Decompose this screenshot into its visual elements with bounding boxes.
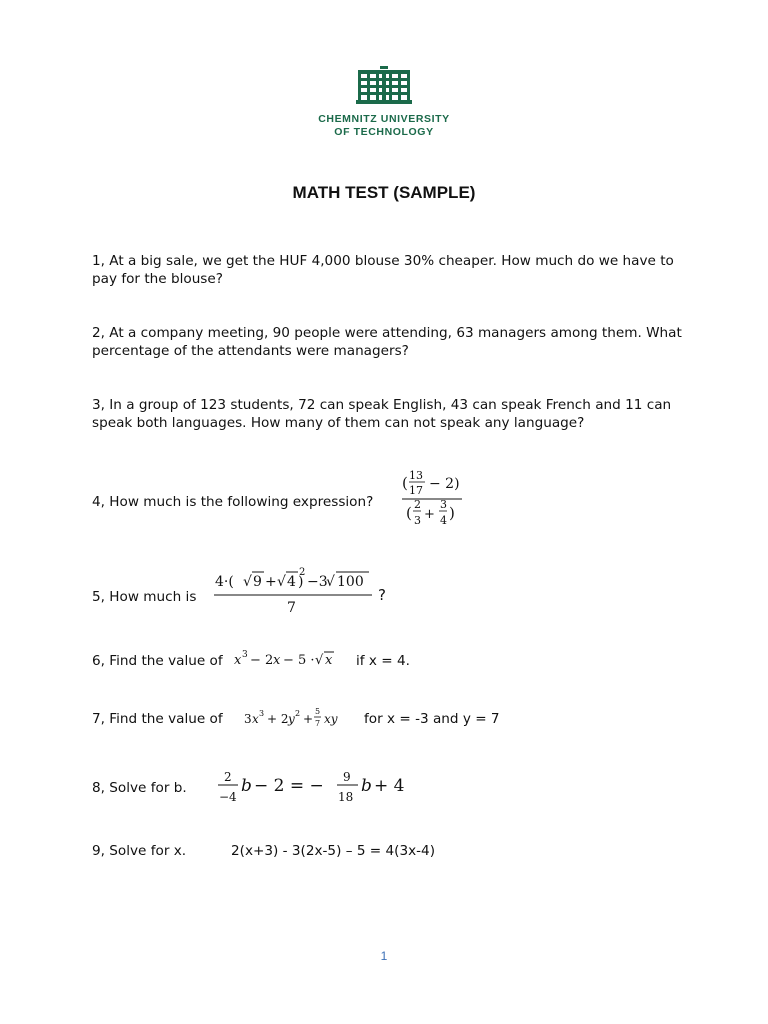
question-5-formula (212, 562, 376, 618)
question-6-formula (232, 648, 336, 670)
svg-text:100: 100 (337, 574, 364, 590)
question-8-formula (214, 766, 410, 806)
question-4-formula (400, 468, 464, 530)
svg-text:4·(: 4·( (215, 574, 234, 590)
svg-text:√: √ (315, 653, 324, 668)
svg-text:− 2 = −: − 2 = − (254, 776, 324, 796)
svg-text:(: ( (402, 474, 408, 492)
svg-text:3: 3 (414, 514, 421, 527)
svg-text:√: √ (277, 574, 286, 590)
question-6-label: 6, Find the value of (92, 653, 223, 669)
svg-text:9: 9 (253, 574, 262, 590)
svg-text:−4: −4 (219, 790, 237, 804)
question-8-label: 8, Solve for b. (92, 780, 187, 796)
question-6-expression (232, 648, 336, 674)
question-7-condition: for x = -3 and y = 7 (364, 711, 500, 727)
question-6-condition: if x = 4. (356, 653, 410, 669)
svg-text:b: b (241, 776, 252, 796)
question-4: 4, How much is the following expression? (92, 494, 374, 510)
svg-text:b: b (361, 776, 372, 796)
svg-text:+: + (265, 574, 277, 590)
question-8-expression (214, 766, 410, 810)
svg-text:): ) (449, 504, 455, 522)
svg-text:x: x (234, 653, 242, 668)
svg-text:x: x (325, 653, 333, 668)
question-5-question-mark: ? (378, 586, 386, 604)
svg-text:17: 17 (409, 484, 423, 497)
svg-text:+: + (424, 507, 435, 522)
svg-text:2: 2 (299, 567, 306, 578)
question-1: 1, At a big sale, we get the HUF 4,000 blouse 30% cheaper. How much do we have to pay for the blouse? (92, 253, 674, 287)
svg-text:− 2): − 2) (429, 476, 460, 492)
question-5-label: 5, How much is (92, 589, 197, 605)
question-7-label: 7, Find the value of (92, 711, 223, 727)
question-7-expression (242, 704, 354, 738)
svg-text:4: 4 (440, 514, 447, 527)
svg-text:4: 4 (287, 574, 296, 590)
question-9-equation: 2(x+3) - 3(2x-5) – 5 = 4(3x-4) (231, 843, 436, 859)
svg-text:3: 3 (242, 650, 248, 660)
svg-text:5: 5 (315, 707, 321, 716)
page-number: 1 (380, 949, 388, 963)
svg-text:xy: xy (324, 712, 338, 726)
svg-text:3: 3 (259, 709, 265, 718)
svg-text:+: + (303, 712, 314, 726)
svg-text:y: y (288, 712, 295, 726)
svg-text:7: 7 (287, 600, 296, 616)
svg-text:− 2: − 2 (250, 653, 274, 668)
svg-text:3: 3 (440, 498, 447, 511)
page-title: MATH TEST (SAMPLE) (292, 183, 476, 202)
question-4-expression (400, 468, 464, 534)
svg-text:x: x (252, 712, 259, 726)
question-3: 3, In a group of 123 students, 72 can speak English, 43 can speak French and 11 can speak both languages. How many of them can not speak any language? (92, 397, 672, 431)
svg-text:− 5 ·: − 5 · (283, 653, 315, 668)
svg-text:2: 2 (224, 770, 232, 784)
svg-text:(: ( (406, 504, 412, 522)
svg-text:7: 7 (315, 719, 321, 728)
svg-text:9: 9 (343, 770, 351, 784)
svg-text:18: 18 (338, 790, 354, 804)
svg-text:√: √ (326, 574, 335, 590)
university-logo (0, 66, 768, 139)
question-9-label: 9, Solve for x. (92, 843, 187, 859)
svg-text:x: x (273, 653, 281, 668)
question-2: 2, At a company meeting, 90 people were attending, 63 managers among them. What percentage of the attendants were managers? (92, 325, 682, 359)
logo-line-2: OF TECHNOLOGY (334, 126, 434, 138)
svg-text:2: 2 (414, 498, 421, 511)
svg-text:+ 2: + 2 (267, 712, 289, 726)
question-7-formula (242, 704, 354, 734)
logo-line-1: CHEMNITZ UNIVERSITY (318, 113, 450, 125)
svg-text:13: 13 (409, 469, 423, 482)
svg-text:−3: −3 (307, 574, 328, 590)
svg-text:2: 2 (295, 709, 301, 718)
svg-text:3: 3 (244, 712, 252, 726)
question-5-expression (212, 562, 376, 622)
university-building-icon (354, 66, 414, 106)
svg-text:): ) (298, 574, 304, 590)
svg-text:√: √ (243, 574, 252, 590)
svg-text:+ 4: + 4 (374, 776, 405, 796)
